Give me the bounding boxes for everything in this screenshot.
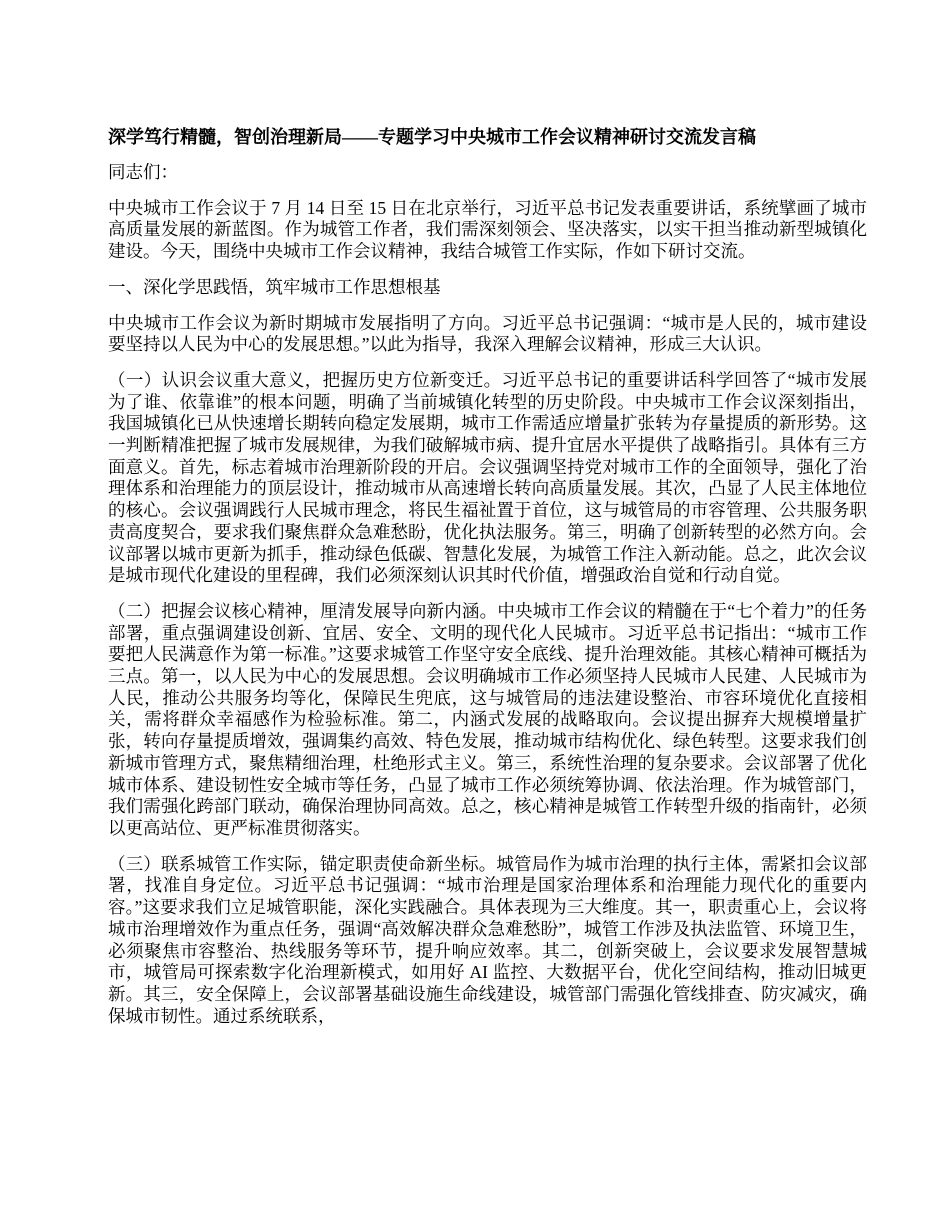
section-1-point-3-paragraph: （三）联系城管工作实际，锚定职责使命新坐标。城管局作为城市治理的执行主体，需紧扣会议部署，找准自身定位。习近平总书记强调：“城市治理是国家治理体系和治理能力现代化的重要内容。”这要求我们立足城管职能，深化实践融合。具体表现为三大维度。其一，职责重心上，会议将城市治理增效作为重点任务，强调“高效解决群众急难愁盼”，城管工作涉及执法监管、环境卫生，必须聚焦市容整治、热线服务等环节，提升响应效率。其二，创新突破上，会议要求发展智慧城市，城管局可探索数字化治理新模式，如用好 AI 监控、大数据平台，优化空间结构，推动旧城更新。其三，安全保障上，会议部署基础设施生命线建设，城管部门需强化管线排查、防灾减灾，确保城市韧性。通过系统联系， [108, 853, 867, 1026]
salutation: 同志们： [108, 162, 178, 182]
section-1-heading: 一、深化学思践悟，筑牢城市工作思想根基 [108, 276, 441, 297]
section-1-point-2-paragraph: （二）把握会议核心精神，厘清发展导向新内涵。中央城市工作会议的精髓在于“七个着力”的任务部署，重点强调建设创新、宜居、安全、文明的现代化人民城市。习近平总书记指出：“城市工作要把人民满意作为第一标准。”这要求城管工作坚守安全底线、提升治理效能。其核心精神可概括为三点。第一，以人民为中心的发展思想。会议明确城市工作必须坚持人民城市人民建、人民城市为人民，推动公共服务均等化，保障民生兜底，这与城管局的违法建设整治、市容环境优化直接相关，需将群众幸福感作为检验标准。第二，内涵式发展的战略取向。会议提出摒弃大规模增量扩张，转向存量提质增效，强调集约高效、特色发展，推动城市结构优化、绿色转型。这要求我们创新城市管理方式，聚焦精细治理，杜绝形式主义。第三，系统性治理的复杂要求。会议部署了优化城市体系、建设韧性安全城市等任务，凸显了城市工作必须统筹协调、依法治理。作为城管部门，我们需强化跨部门联动，确保治理协同高效。总之，核心精神是城管工作转型升级的指南针，必须以更高站位、更严标准贯彻落实。 [108, 600, 867, 838]
section-1-point-1-paragraph: （一）认识会议重大意义，把握历史方位新变迁。习近平总书记的重要讲话科学回答了“城市发展为了谁、依靠谁”的根本问题，明确了当前城镇化转型的历史阶段。中央城市工作会议深刻指出，我国城镇化已从快速增长期转向稳定发展期，城市工作需适应增量扩张转为存量提质的新形势。这一判断精准把握了城市发展规律，为我们破解城市病、提升宜居水平提供了战略指引。具体有三方面意义。首先，标志着城市治理新阶段的开启。会议强调坚持党对城市工作的全面领导，强化了治理体系和治理能力的顶层设计，推动城市从高速增长转向高质量发展。其次，凸显了人民主体地位的核心。会议强调践行人民城市理念，将民生福祉置于首位，这与城管局的市容管理、公共服务职责高度契合，要求我们聚焦群众急难愁盼，优化执法服务。第三，明确了创新转型的必然方向。会议部署以城市更新为抓手，推动绿色低碳、智慧化发展，为城管工作注入新动能。总之，此次会议是城市现代化建设的里程碑，我们必须深刻认识其时代价值，增强政治自觉和行动自觉。 [108, 369, 867, 586]
section-1-lead-paragraph: 中央城市工作会议为新时期城市发展指明了方向。习近平总书记强调：“城市是人民的，城市建设要坚持以人民为中心的发展思想。”以此为指导，我深入理解会议精神，形成三大认识。 [108, 312, 867, 355]
intro-paragraph: 中央城市工作会议于 7 月 14 日至 15 日在北京举行，习近平总书记发表重要讲话，系统擘画了城市高质量发展的新蓝图。作为城管工作者，我们需深刻领会、坚决落实，以实干担当推动新型城镇化建设。今天，围绕中央城市工作会议精神，我结合城管工作实际，作如下研讨交流。 [108, 197, 867, 262]
document-title: 深学笃行精髓，智创治理新局——专题学习中央城市工作会议精神研讨交流发言稿 [108, 127, 756, 147]
